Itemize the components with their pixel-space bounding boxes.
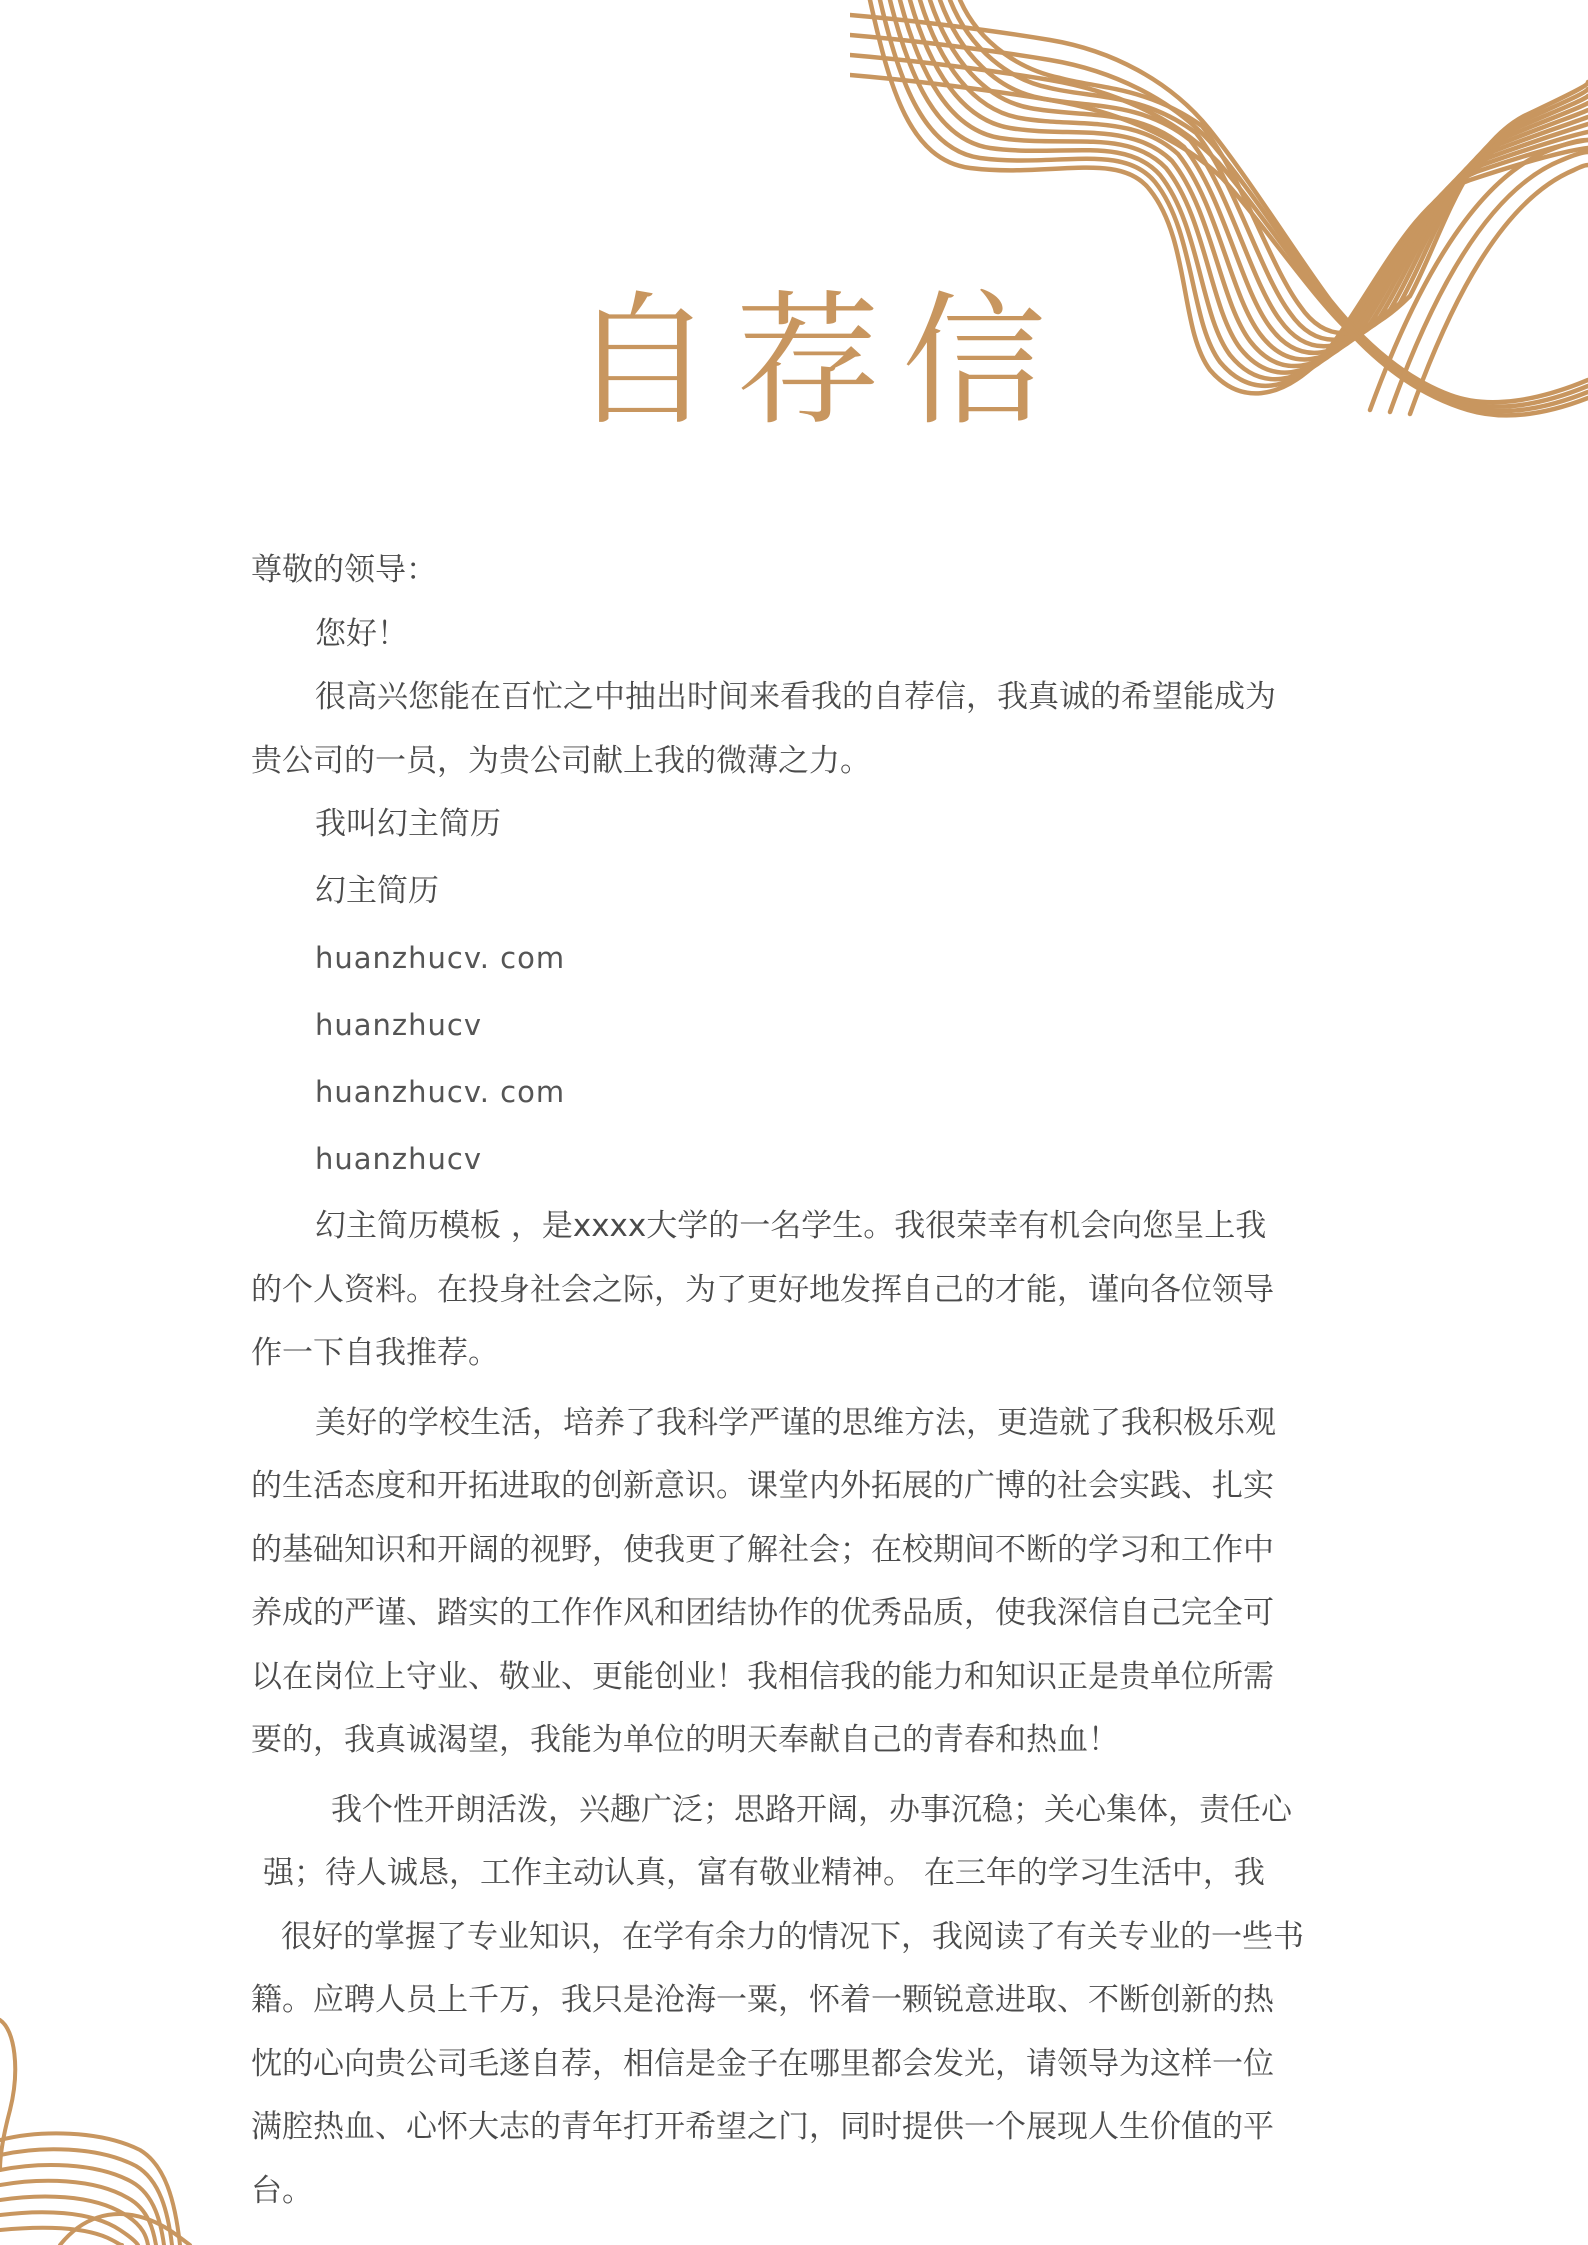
paragraph-line: 很好的掌握了专业知识，在学有余力的情况下，我阅读了有关专业的一些书	[281, 1918, 1304, 1955]
paragraph-line: 忱的心向贵公司毛遂自荐，相信是金子在哪里都会发光，请领导为这样一位	[251, 2045, 1274, 2082]
paragraph-line: 籍。应聘人员上千万，我只是沧海一粟，怀着一颗锐意进取、不断创新的热	[251, 1982, 1274, 2018]
website-link[interactable]: huanzhucv. com	[315, 941, 566, 975]
name-line: 我叫幻主简历	[315, 806, 501, 842]
page-title: 自荐信	[570, 277, 1069, 445]
paragraph-line: 作一下自我推荐。	[251, 1335, 499, 1371]
paragraph-line: 以在岗位上守业、敬业、更能创业！我相信我的能力和知识正是贵单位所需	[251, 1658, 1274, 1695]
paragraph-line: 的生活态度和开拓进取的创新意识。课堂内外拓展的广博的社会实践、扎实	[251, 1468, 1274, 1504]
intro-line: 贵公司的一员，为贵公司献上我的微薄之力。	[251, 742, 871, 779]
paragraph-line: 养成的严谨、踏实的工作作风和团结协作的优秀品质，使我深信自己完全可	[251, 1595, 1274, 1631]
paragraph-personality	[251, 1784, 1411, 2229]
paragraph-line: 的个人资料。在投身社会之际，为了更好地发挥自己的才能，谨向各位领导	[251, 1271, 1274, 1308]
handle: huanzhucv	[315, 1008, 482, 1042]
handle: huanzhucv	[315, 1142, 482, 1176]
website-link[interactable]: huanzhucv. com	[315, 1075, 566, 1109]
paragraph-line: 台。	[251, 2172, 313, 2209]
contact-block	[251, 798, 1411, 1200]
paragraph-line: 强；待人诚恳，工作主动认真，富有敬业精神。 在三年的学习生活中，我	[263, 1855, 1265, 1891]
intro-paragraph	[251, 671, 1411, 798]
letter-body	[251, 544, 1411, 2228]
paragraph-line: 要的，我真诚渴望，我能为单位的明天奉献自己的青春和热血！	[251, 1722, 1119, 1758]
paragraph-line: 满腔热血、心怀大志的青年打开希望之门，同时提供一个展现人生价值的平	[251, 2109, 1274, 2145]
paragraph-line: 我个性开朗活泼，兴趣广泛；思路开阔，办事沉稳；关心集体，责任心	[331, 1791, 1292, 1828]
paragraph-line: 幻主简历模板 ，是xxxx大学的一名学生。我很荣幸有机会向您呈上我	[315, 1208, 1267, 1244]
paragraph-school-life	[251, 1397, 1411, 1778]
paragraph-line: 美好的学校生活，培养了我科学严谨的思维方法，更造就了我积极乐观	[315, 1404, 1276, 1441]
paragraph-line: 的基础知识和开阔的视野，使我更了解社会；在校期间不断的学习和工作中	[251, 1531, 1274, 1568]
intro-line: 很高兴您能在百忙之中抽出时间来看我的自荐信，我真诚的希望能成为	[315, 679, 1276, 715]
name: 幻主简历	[315, 873, 439, 909]
greeting: 您好！	[315, 615, 408, 652]
salutation: 尊敬的领导：	[251, 552, 437, 588]
wave-ribbon-icon	[0, 1990, 200, 2245]
paragraph-self-intro	[251, 1200, 1411, 1391]
